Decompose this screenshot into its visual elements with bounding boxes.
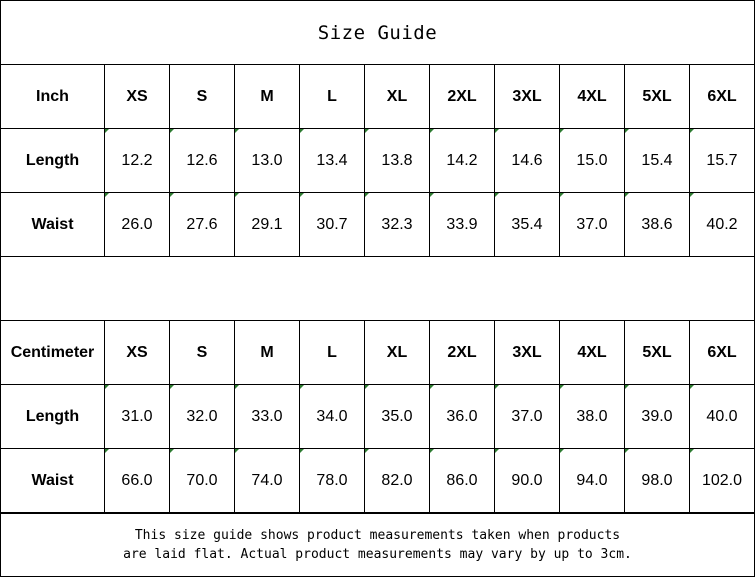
size-header: M [235,321,300,385]
table-cell: 12.6 [170,129,235,193]
size-header: L [300,65,365,129]
table-cell: 38.0 [560,385,625,449]
size-header: 6XL [690,321,755,385]
table-cell: 14.2 [430,129,495,193]
table-cell: 39.0 [625,385,690,449]
table-cell: 98.0 [625,449,690,513]
table-cell: 35.0 [365,385,430,449]
table-cell: 36.0 [430,385,495,449]
size-guide-title: Size Guide [0,0,755,65]
size-header: XL [365,321,430,385]
table-cell: 70.0 [170,449,235,513]
table-cell: 15.0 [560,129,625,193]
inch-length-row [1,129,755,193]
size-header: M [235,65,300,129]
table-cell: 74.0 [235,449,300,513]
cm-length-row [1,385,755,449]
inch-header-row [1,65,755,129]
inch-waist-row [1,193,755,257]
row-label-waist: Waist [1,193,105,257]
table-cell: 15.7 [690,129,755,193]
table-cell: 78.0 [300,449,365,513]
size-header: 4XL [560,65,625,129]
size-header: XS [105,65,170,129]
table-cell: 32.3 [365,193,430,257]
size-header: 3XL [495,65,560,129]
table-cell: 82.0 [365,449,430,513]
size-header: 4XL [560,321,625,385]
size-header: 3XL [495,321,560,385]
table-cell: 90.0 [495,449,560,513]
size-header: L [300,321,365,385]
size-header: XS [105,321,170,385]
table-cell: 35.4 [495,193,560,257]
table-cell: 40.0 [690,385,755,449]
table-cell: 13.4 [300,129,365,193]
table-cell: 37.0 [495,385,560,449]
measurement-note-line-2: are laid flat. Actual product measurements may vary by up to 3cm. [123,547,632,562]
table-cell: 37.0 [560,193,625,257]
measurement-note-line-1: This size guide shows product measurements taken when products [134,528,621,543]
table-cell: 26.0 [105,193,170,257]
table-cell: 29.1 [235,193,300,257]
table-cell: 12.2 [105,129,170,193]
cm-waist-row [1,449,755,513]
cm-header-row [1,321,755,385]
centimeter-table [0,320,755,513]
table-cell: 94.0 [560,449,625,513]
table-cell: 30.7 [300,193,365,257]
table-cell: 31.0 [105,385,170,449]
row-label-length: Length [1,129,105,193]
unit-label-inch: Inch [1,65,105,129]
table-cell: 15.4 [625,129,690,193]
table-cell: 66.0 [105,449,170,513]
size-header: S [170,65,235,129]
size-header: 6XL [690,65,755,129]
table-cell: 33.0 [235,385,300,449]
table-cell: 38.6 [625,193,690,257]
row-label-length: Length [1,385,105,449]
size-header: 5XL [625,321,690,385]
table-cell: 13.8 [365,129,430,193]
table-cell: 34.0 [300,385,365,449]
measurement-note [0,513,755,577]
table-cell: 32.0 [170,385,235,449]
unit-label-centimeter: Centimeter [1,321,105,385]
size-header: XL [365,65,430,129]
row-label-waist: Waist [1,449,105,513]
table-cell: 13.0 [235,129,300,193]
table-cell: 40.2 [690,193,755,257]
table-cell: 14.6 [495,129,560,193]
size-header: 2XL [430,65,495,129]
table-cell: 27.6 [170,193,235,257]
table-cell: 33.9 [430,193,495,257]
table-spacer [0,257,755,321]
table-cell: 102.0 [690,449,755,513]
inch-table [0,64,755,257]
size-header: S [170,321,235,385]
size-header: 5XL [625,65,690,129]
table-cell: 86.0 [430,449,495,513]
size-header: 2XL [430,321,495,385]
